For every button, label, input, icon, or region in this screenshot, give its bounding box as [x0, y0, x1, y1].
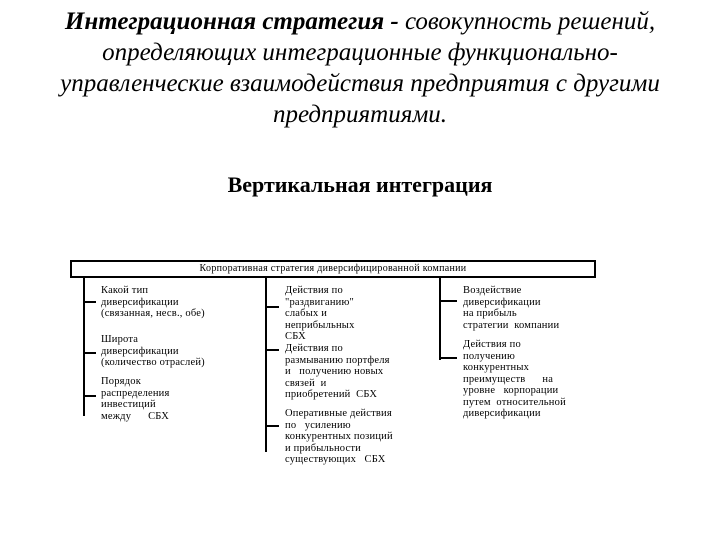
column2-item: Действия по размыванию портфеля и получению новых связей и приобретений СБХ — [285, 343, 390, 400]
column3-item: Воздействие диверсификации на прибыль стратегии компании — [463, 285, 560, 331]
column1-item: Порядок распределения инвестиций между СБХ — [101, 376, 170, 422]
column3-branch-1 — [439, 300, 457, 302]
column1-branch-1 — [83, 301, 96, 303]
heading-lead: Интеграционная стратегия - — [64, 8, 399, 35]
diagram-header-box: Корпоративная стратегия диверсифицированной компании — [70, 260, 596, 278]
column3-trunk — [439, 276, 441, 360]
column1-item: Какой тип диверсификации (связанная, несв., обе) — [101, 285, 205, 319]
column2-item: Оперативные действия по усилению конкурентных позиций и прибыльности существующих СБХ — [285, 408, 393, 465]
column1-branch-2 — [83, 352, 96, 354]
heading-rest: совокупность решений, определяющих интеграционные функционально-управленческие взаимодействия предприятия с другими предприятиями. — [60, 8, 660, 128]
column1-branch-3 — [83, 395, 96, 397]
column3-branch-2 — [439, 357, 457, 359]
diagram-subtitle: Вертикальная интеграция — [227, 172, 493, 197]
column2-branch-1 — [265, 306, 279, 308]
column1-item: Широта диверсификации (количество отраслей) — [101, 334, 205, 368]
column2-branch-2 — [265, 349, 279, 351]
column2-branch-3 — [265, 425, 279, 427]
column3-item: Действия по получению конкурентных преимуществ на уровне корпорации путем относительной диверсификации — [463, 339, 566, 419]
column2-item: Действия по "раздвиганию" слабых и неприбыльных СБХ — [285, 285, 355, 342]
